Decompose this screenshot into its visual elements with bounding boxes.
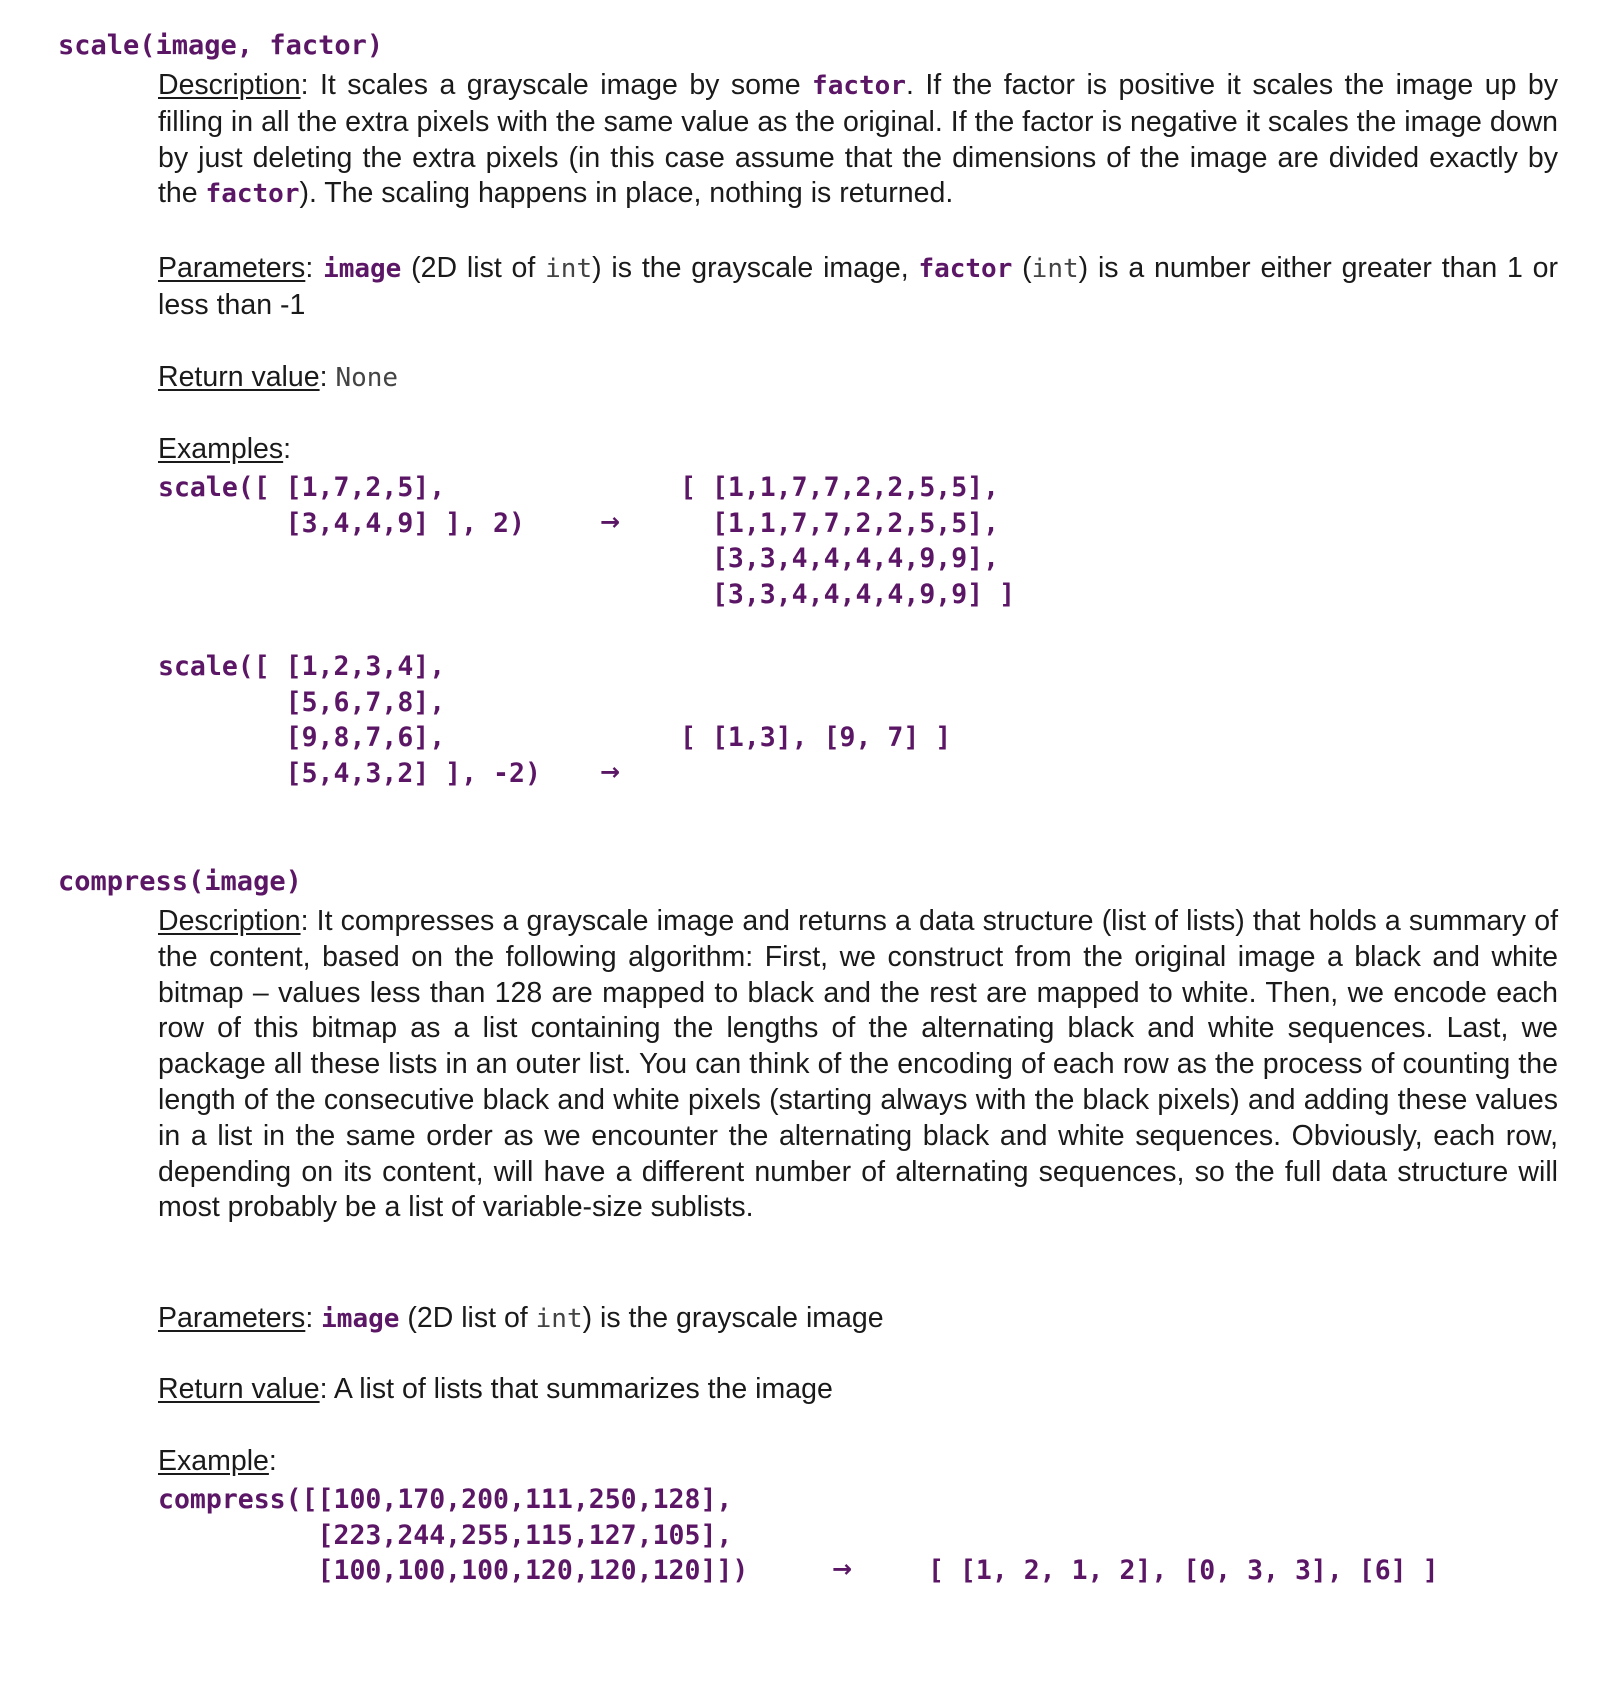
- return-label: Return value: [158, 1373, 320, 1405]
- int-type: int: [535, 1304, 583, 1334]
- compress-example-input: [158, 1482, 748, 1589]
- parameters-text: ) is the grayscale image: [582, 1302, 884, 1334]
- arrow-icon: →: [832, 1555, 853, 1583]
- scale-examples-heading: Examples:: [158, 433, 292, 465]
- scale-example2-input: [158, 649, 541, 791]
- code-line: [5,6,7,8],: [158, 686, 446, 718]
- factor-keyword: factor: [205, 179, 300, 210]
- compress-example-output: [ [1, 2, 1, 2], [0, 3, 3], [6] ]: [928, 1555, 1439, 1586]
- code-line: [1,1,7,7,2,2,5,5],: [680, 507, 1000, 539]
- parameters-text: (2D list of: [401, 252, 546, 284]
- code-line: [ [1,1,7,7,2,2,5,5],: [680, 472, 1000, 503]
- description-text: It scales a grayscale image by some: [319, 69, 813, 101]
- example-label: Example: [158, 1445, 269, 1477]
- description-text: ). The scaling happens in place, nothing is returned.: [299, 177, 954, 210]
- code-line: [3,4,4,9] ], 2): [158, 507, 525, 539]
- parameters-text: (2D list of: [399, 1302, 536, 1334]
- description-label: Description: [158, 69, 301, 101]
- int-type: int: [1031, 254, 1079, 284]
- scale-signature: scale(image, factor): [58, 30, 384, 61]
- int-type: int: [545, 254, 593, 284]
- code-line: [3,3,4,4,4,4,9,9] ]: [680, 578, 1016, 610]
- parameters-text: ) is a number either greater than 1 or less than -1: [158, 252, 1558, 321]
- description-text: It compresses a grayscale image and returns a data structure (list of lists) that holds a summary of the content, based on the following algorithm: First, we construct from the original image a black and white bitmap – values less than 128 are mapped to black and the rest are mapped to white. Then, we encode each row of this bitmap as a list containing the lengths of the alternating black and white sequences. Last, we package all these lists in an outer list. You can think of the encoding of each row as the process of counting the length of the consecutive black and white pixels (starting always with the black pixels) and adding these values in a list in the same order as we encounter the alternating black and white sequences. Obviously, each row, depending on its content, will have a different number of alternating sequences, so the full data structure will most probably be a list of variable-size sublists.: [158, 905, 1558, 1224]
- code-line: compress([[100,170,200,111,250,128],: [158, 1484, 733, 1515]
- code-line: [3,3,4,4,4,4,9,9],: [680, 543, 1000, 574]
- compress-return: Return value: A list of lists that summarizes the image: [158, 1373, 833, 1405]
- arrow-icon: →: [600, 508, 621, 536]
- scale-example1-input: [158, 470, 525, 541]
- code-line: [9,8,7,6],: [158, 722, 446, 753]
- scale-example2-output: [ [1,3], [9, 7] ]: [680, 722, 952, 753]
- examples-label: Examples: [158, 433, 284, 465]
- code-line: scale([ [1,7,2,5],: [158, 472, 446, 503]
- compress-description: Description: It compresses a grayscale image and returns a data structure (list of lists) that holds a summary of the content, based on the following algorithm: First, we construct from the original image a black and white bitmap – values less than 128 are mapped to black and the rest are mapped to white. Then, we encode each row of this bitmap as a list containing the lengths of the alternating black and white sequences. Last, we package all these lists in an outer list. You can think of the encoding of each row as the process of counting the length of the consecutive black and white pixels (starting always with the black pixels) and adding these values in a list in the same order as we encounter the alternating black and white sequences. Obviously, each row, depending on its content, will have a different number of alternating sequences, so the full data structure will most probably be a list of variable-size sublists.: [158, 905, 1558, 1224]
- scale-description: Description: It scales a grayscale image by some factor. If the factor is positive it scales the image up by filling in all the extra pixels with the same value as the original. If the factor is negative it scales the image down by just deleting the extra pixels (in this case assume that the dimensions of the image are divided exactly by the factor). The scaling happens in place, nothing is returned.: [158, 69, 1558, 210]
- scale-return: Return value: None: [158, 361, 399, 393]
- return-text: A list of lists that summarizes the image: [333, 1373, 833, 1405]
- factor-keyword: factor: [812, 71, 906, 101]
- scale-parameters: Parameters: image (2D list of int) is the grayscale image, factor (int) is a number either greater than 1 or less than -1: [158, 252, 1558, 321]
- compress-signature: compress(image): [58, 866, 302, 897]
- factor-keyword: factor: [918, 254, 1013, 284]
- parameters-text: (: [1012, 252, 1032, 284]
- parameters-label: Parameters: [158, 1302, 306, 1334]
- return-none: None: [335, 363, 399, 393]
- scale-example1-output: [680, 470, 1015, 612]
- return-label: Return value: [158, 361, 320, 393]
- code-line: [5,4,3,2] ], -2): [158, 757, 541, 789]
- code-line: [223,244,255,115,127,105],: [158, 1519, 733, 1551]
- image-keyword: image: [323, 254, 402, 284]
- code-line: scale([ [1,2,3,4],: [158, 651, 446, 682]
- parameters-text: ) is the grayscale image,: [592, 252, 919, 284]
- parameters-label: Parameters: [158, 252, 306, 284]
- description-label: Description: [158, 905, 301, 937]
- compress-parameters: Parameters: image (2D list of int) is the grayscale image: [158, 1302, 884, 1334]
- image-keyword: image: [321, 1304, 400, 1334]
- code-line: [100,100,100,120,120,120]]): [158, 1555, 749, 1586]
- description-text: . If the factor is positive it scales the image up by filling in all the extra pixels with the same value as the original. If the factor is negative it scales the image down by just deleting the extra pixels (in this case assume that the dimensions of the image are divided exactly by the: [158, 69, 1558, 210]
- arrow-icon: →: [600, 758, 621, 786]
- compress-example-heading: Example:: [158, 1445, 277, 1477]
